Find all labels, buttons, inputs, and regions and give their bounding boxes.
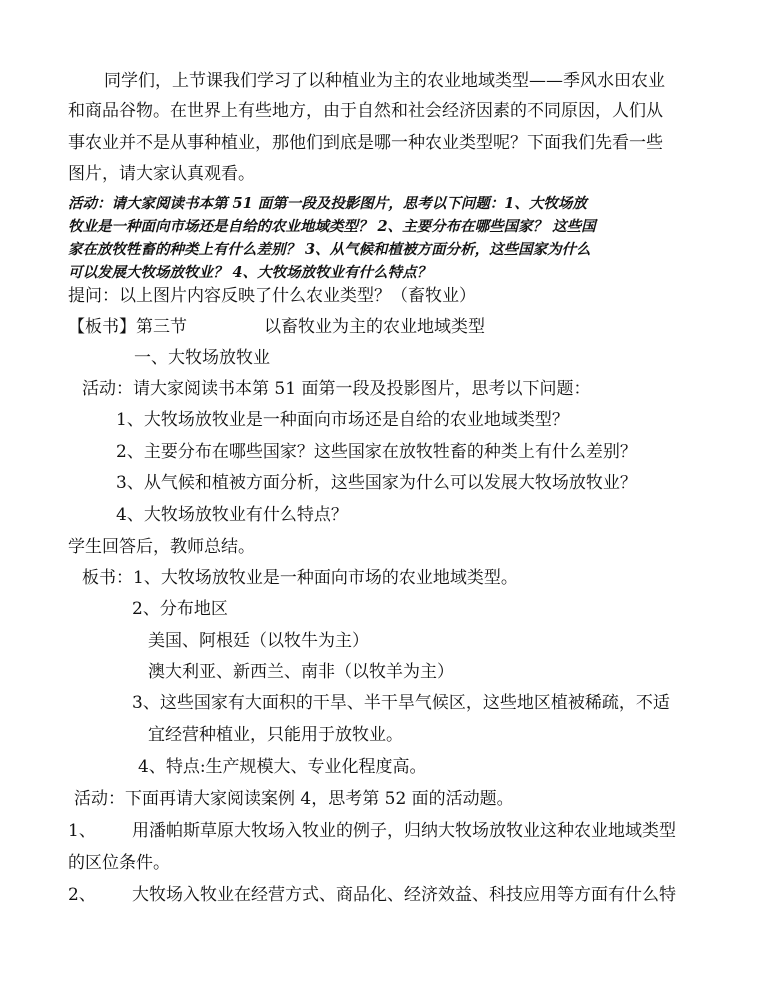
activity2-lead: 活动：下面再请大家阅读案例 4，思考第 52 面的活动题。 — [74, 789, 514, 809]
student-answer-line: 学生回答后，教师总结。 — [68, 537, 255, 557]
board-item-3-line-2: 宜经营种植业，只能用于放牧业。 — [148, 725, 403, 745]
board-item-1: 板书：1、大牧场放牧业是一种面向市场的农业地域类型。 — [82, 568, 518, 588]
activity2-q2-number: 2、 — [68, 885, 96, 905]
board-title-prefix: 【板书】第三节 — [68, 317, 187, 337]
activity-handwritten-line-2: 牧业是一种面向市场还是自给的农业地域类型？ 2、主要分布在哪些国家？ 这些国 — [68, 218, 596, 235]
activity1-question-4: 4、大牧场放牧业有什么特点？ — [116, 505, 348, 525]
activity1-lead: 活动：请大家阅读书本第 51 面第一段及投影图片，思考以下问题： — [82, 379, 591, 399]
intro-line-4: 图片，请大家认真观看。 — [68, 164, 255, 184]
activity2-q1-line-2: 的区位条件。 — [68, 853, 170, 873]
board-item-2: 2、分布地区 — [132, 599, 228, 619]
activity1-question-3: 3、从气候和植被方面分析，这些国家为什么可以发展大牧场放牧业？ — [116, 473, 637, 493]
activity1-question-2: 2、主要分布在哪些国家？这些国家在放牧牲畜的种类上有什么差别？ — [116, 442, 637, 462]
activity2-q2-line-1: 大牧场入牧业在经营方式、商品化、经济效益、科技应用等方面有什么特 — [132, 885, 676, 905]
question-line: 提问：以上图片内容反映了什么农业类型？（畜牧业） — [68, 286, 476, 306]
board-item-2-b: 澳大利亚、新西兰、南非（以牧羊为主） — [148, 662, 454, 682]
board-item-3-line-1: 3、这些国家有大面积的干旱、半干旱气候区，这些地区植被稀疏，不适 — [132, 693, 670, 713]
activity-handwritten-line-1: 活动：请大家阅读书本第 51 面第一段及投影图片，思考以下问题：1、大牧场放 — [68, 195, 587, 212]
activity2-q1-number: 1、 — [68, 821, 96, 841]
activity2-q1-line-1: 用潘帕斯草原大牧场入牧业的例子，归纳大牧场放牧业这种农业地域类型 — [132, 821, 676, 841]
board-item-4: 4、特点:生产规模大、专业化程度高。 — [138, 757, 427, 777]
intro-line-3: 事农业并不是从事种植业，那他们到底是哪一种农业类型呢？下面我们先看一些 — [68, 133, 663, 153]
activity-handwritten-line-4: 可以发展大牧场放牧业？ 4、大牧场放牧业有什么特点？ — [68, 264, 432, 281]
section-heading-1: 一、大牧场放牧业 — [134, 348, 270, 368]
board-title-heading: 以畜牧业为主的农业地域类型 — [264, 317, 485, 337]
activity1-question-1: 1、大牧场放牧业是一种面向市场还是自给的农业地域类型？ — [116, 410, 569, 430]
intro-line-2: 和商品谷物。在世界上有些地方，由于自然和社会经济因素的不同原因，人们从 — [68, 101, 663, 121]
activity-handwritten-line-3: 家在放牧牲畜的种类上有什么差别？ 3、从气候和植被方面分析，这些国家为什么 — [68, 241, 591, 258]
intro-line-1: 同学们，上节课我们学习了以种植业为主的农业地域类型——季风水田农业 — [104, 71, 665, 91]
board-item-2-a: 美国、阿根廷（以牧牛为主） — [148, 631, 369, 651]
